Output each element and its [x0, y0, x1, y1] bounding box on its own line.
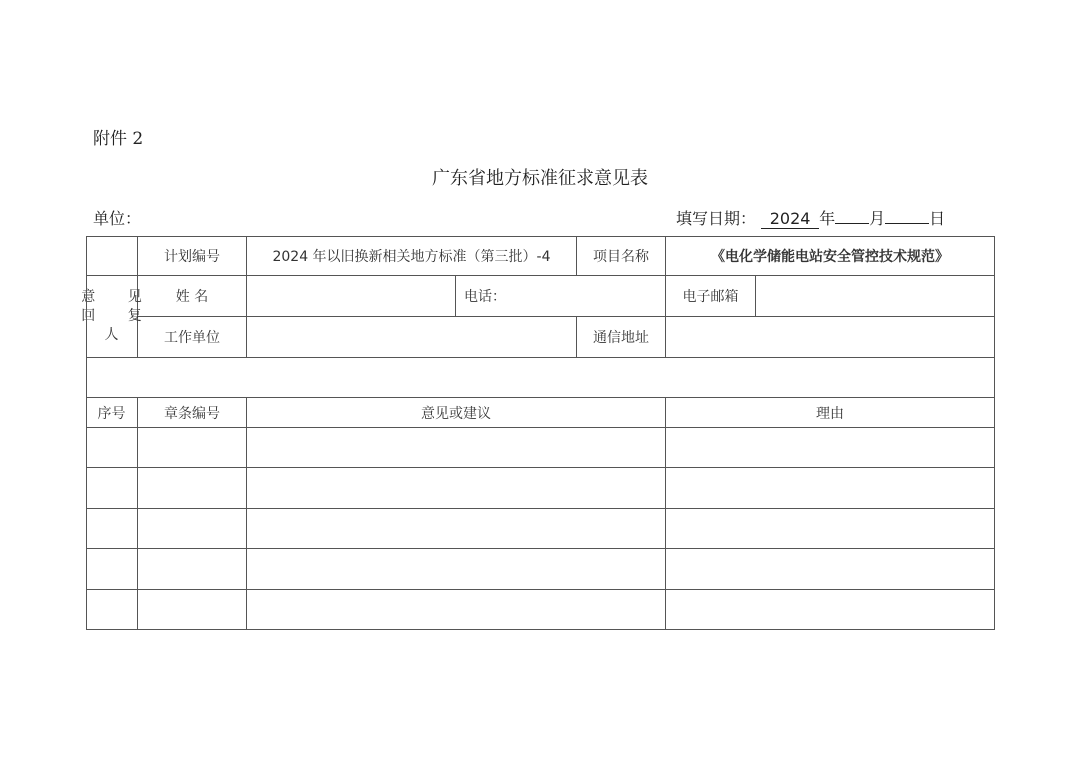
- phone-field[interactable]: 电话：: [456, 276, 666, 317]
- table-row-cell[interactable]: [247, 468, 666, 509]
- workplace-label: 工作单位: [138, 317, 247, 358]
- workplace-field[interactable]: [247, 317, 577, 358]
- month-label: 月: [869, 209, 886, 228]
- attachment-number: 附件 2: [93, 129, 144, 149]
- unit-label: 单位：: [93, 209, 142, 228]
- email-label: 电子邮箱: [666, 276, 756, 317]
- name-field[interactable]: [247, 276, 456, 317]
- form-title: 广东省地方标准征求意见表: [432, 168, 648, 189]
- table-row-cell[interactable]: [138, 468, 247, 509]
- table-row-cell[interactable]: [247, 428, 666, 468]
- blank-cell: [86, 236, 138, 276]
- address-label: 通信地址: [577, 317, 666, 358]
- project-name-label: 项目名称: [577, 236, 666, 276]
- plan-no-value: 2024 年以旧换新相关地方标准（第三批）-4: [247, 236, 577, 276]
- table-row-cell[interactable]: [666, 428, 995, 468]
- table-row-cell[interactable]: [86, 549, 138, 590]
- table-row-cell[interactable]: [666, 509, 995, 549]
- spacer-row: [86, 358, 995, 398]
- table-row-cell[interactable]: [86, 468, 138, 509]
- col-header-reason: 理由: [666, 398, 995, 428]
- table-row-cell[interactable]: [247, 549, 666, 590]
- table-row-cell[interactable]: [138, 428, 247, 468]
- table-row-cell[interactable]: [666, 549, 995, 590]
- month-field[interactable]: [835, 223, 869, 224]
- table-row-cell[interactable]: [247, 590, 666, 630]
- plan-no-label: 计划编号: [138, 236, 247, 276]
- project-name-value: 《电化学储能电站安全管控技术规范》: [666, 236, 995, 276]
- table-row-cell[interactable]: [666, 468, 995, 509]
- comment-form-table: [81, 236, 995, 630]
- table-row-cell[interactable]: [86, 509, 138, 549]
- email-field[interactable]: [756, 276, 995, 317]
- fill-date: [676, 206, 945, 229]
- table-row-cell[interactable]: [138, 590, 247, 630]
- day-field[interactable]: [885, 223, 929, 224]
- table-row-cell[interactable]: [138, 509, 247, 549]
- year-label: 年: [819, 209, 836, 228]
- table-row-cell[interactable]: [86, 428, 138, 468]
- table-row-cell[interactable]: [86, 590, 138, 630]
- table-row-cell[interactable]: [666, 590, 995, 630]
- table-row-cell[interactable]: [138, 549, 247, 590]
- col-header-comment: 意见或建议: [247, 398, 666, 428]
- year-field[interactable]: 2024: [761, 210, 819, 229]
- fill-date-label: 填写日期：: [676, 209, 757, 228]
- name-label: 姓 名: [138, 276, 247, 317]
- day-label: 日: [929, 209, 946, 228]
- respondent-label: 意 见 回 复 人: [86, 276, 138, 358]
- table-row-cell[interactable]: [247, 509, 666, 549]
- col-header-index: 序号: [86, 398, 138, 428]
- col-header-clause: 章条编号: [138, 398, 247, 428]
- address-field[interactable]: [666, 317, 995, 358]
